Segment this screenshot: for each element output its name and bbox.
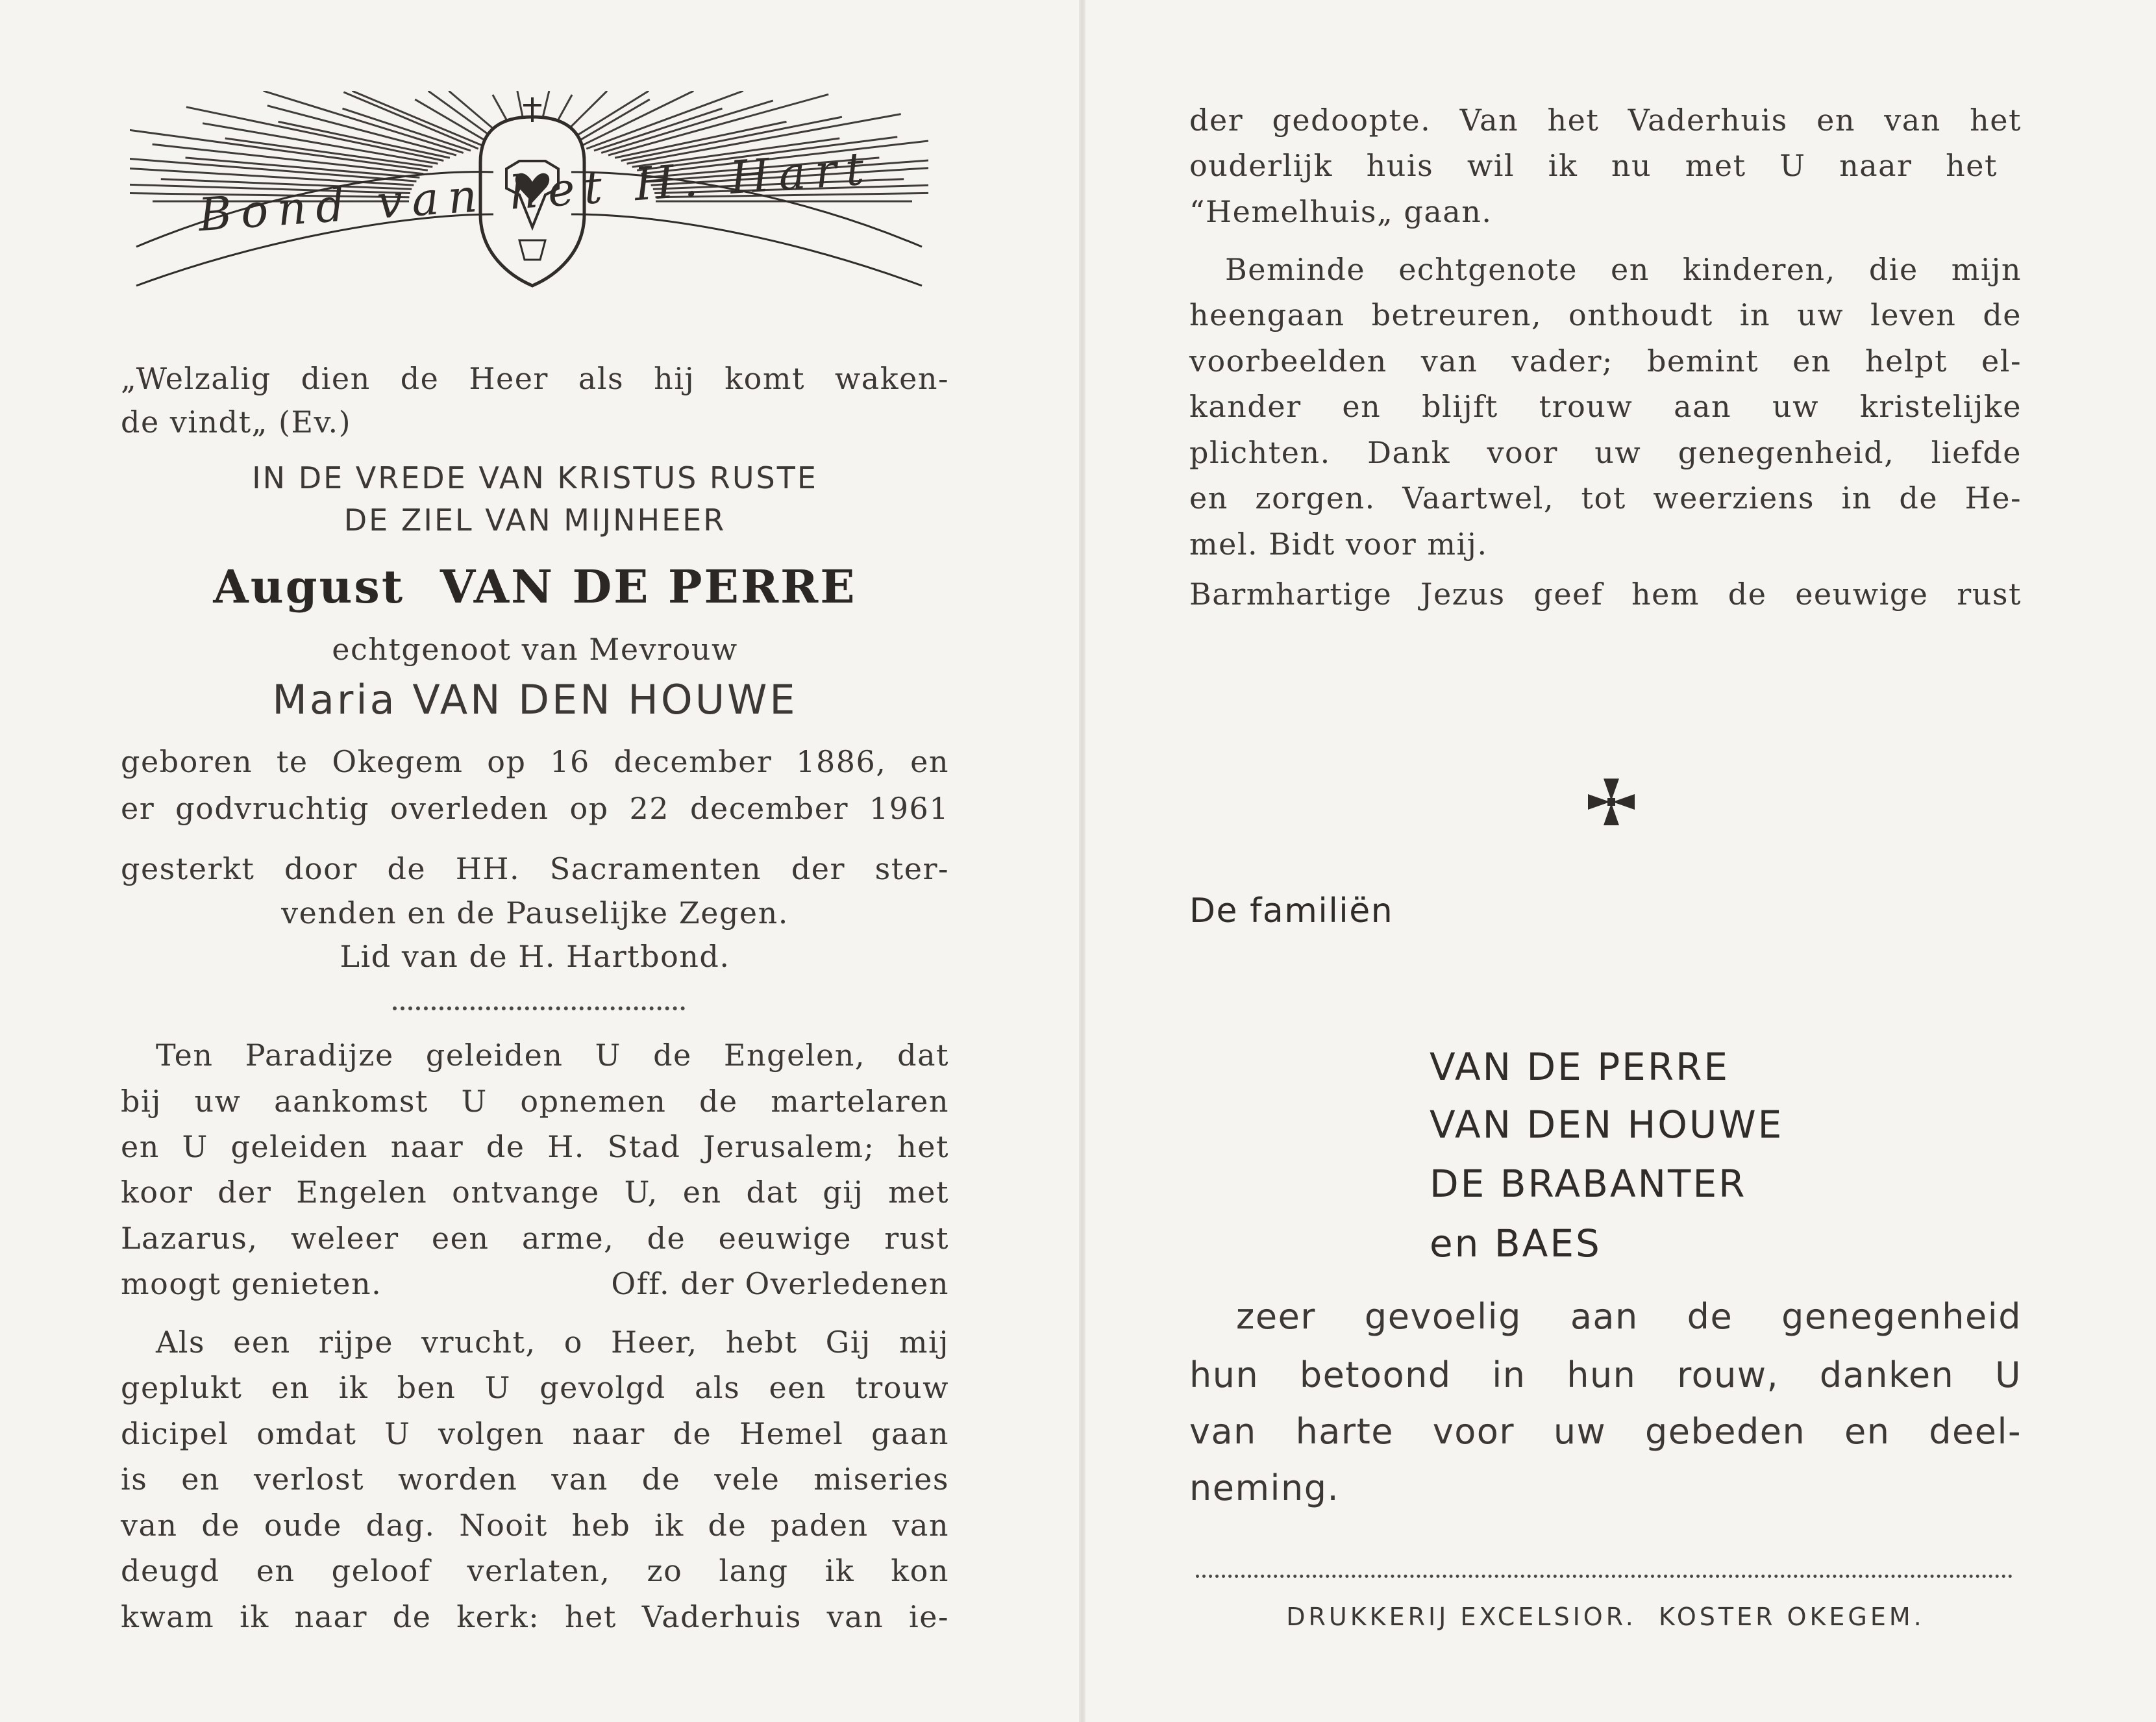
thanks-line-2: hun betoond in hun rouw, danken U bbox=[1189, 1354, 2022, 1395]
life-line-2: er godvruchtig overleden op 22 december 1961 bbox=[121, 791, 949, 826]
prayer2-line-6: deugd en geloof verlaten, zo lang ik kon bbox=[121, 1553, 949, 1588]
life-line-3: gesterkt door de HH. Sacramenten der ster- bbox=[121, 851, 949, 886]
continued-line-3: “Hemelhuis„ gaan. bbox=[1189, 194, 1493, 229]
fold-line bbox=[1079, 0, 1085, 1722]
family-name-2: VAN DEN HOUWE bbox=[1430, 1103, 1784, 1147]
printer-credit: DRUKKERIJ EXCELSIOR. KOSTER OKEGEM. bbox=[1286, 1603, 1925, 1631]
quote-line-1: „Welzalig dien de Heer als hij komt waken- bbox=[121, 361, 949, 396]
continued-line-1: der gedoopte. Van het Vaderhuis en van het bbox=[1189, 103, 2022, 138]
invocation: Barmhartige Jezus geef hem de eeuwige rust bbox=[1189, 577, 2022, 612]
quote-line-2: de vindt„ (Ev.) bbox=[121, 405, 352, 440]
prayer1-line-2: bij uw aankomst U opnemen de martelaren bbox=[121, 1084, 949, 1119]
prayer2-line-7: kwam ik naar de kerk: het Vaderhuis van ie- bbox=[121, 1599, 949, 1634]
divider bbox=[393, 1006, 685, 1010]
farewell-line-6: en zorgen. Vaartwel, tot weerziens in de He- bbox=[1189, 480, 2022, 516]
farewell-line-4: kander en blijft trouw aan uw kristelijke bbox=[1189, 389, 2022, 424]
right-panel bbox=[1085, 0, 2156, 1722]
prayer2-line-2: geplukt en ik ben U gevolgd als een trouw bbox=[121, 1370, 949, 1405]
life-line-4: venden en de Pauselijke Zegen. bbox=[281, 895, 789, 930]
bottom-divider bbox=[1196, 1575, 2013, 1578]
spouse-intro: echtgenoot van Mevrouw bbox=[332, 632, 738, 667]
family-name-4: en BAES bbox=[1430, 1221, 1602, 1266]
farewell-line-5: plichten. Dank voor uw genegenheid, liefde bbox=[1189, 435, 2022, 470]
continued-line-2: ouderlijk huis wil ik nu met U naar het bbox=[1189, 148, 1998, 183]
spouse-name: Maria VAN DEN HOUWE bbox=[272, 676, 798, 723]
prayer1-line-6: moogt genieten. bbox=[121, 1266, 382, 1301]
life-line-1: geboren te Okegem op 16 december 1886, en bbox=[121, 744, 949, 779]
heading-line-1: IN DE VREDE VAN KRISTUS RUSTE bbox=[252, 460, 818, 495]
heading-line-2: DE ZIEL VAN MIJNHEER bbox=[343, 503, 726, 538]
farewell-line-2: heengaan betreuren, onthoudt in uw leven de bbox=[1189, 297, 2022, 332]
family-name-3: DE BRABANTER bbox=[1430, 1162, 1747, 1206]
prayer2-line-3: dicipel omdat U volgen naar de Hemel gaan bbox=[121, 1416, 949, 1451]
maltese-cross-icon bbox=[1585, 776, 1637, 828]
prayer2-line-5: van de oude dag. Nooit heb ik de paden van bbox=[121, 1508, 949, 1543]
prayer1-line-3: en U geleiden naar de H. Stad Jerusalem; het bbox=[121, 1129, 949, 1164]
farewell-line-1: Beminde echtgenote en kinderen, die mijn bbox=[1225, 252, 2022, 287]
prayer2-line-4: is en verlost worden van de vele miseries bbox=[121, 1462, 949, 1497]
thanks-line-4: neming. bbox=[1189, 1467, 1340, 1508]
life-line-5: Lid van de H. Hartbond. bbox=[340, 939, 730, 974]
prayer1-line-5: Lazarus, weleer een arme, de eeuwige rust bbox=[121, 1221, 949, 1256]
prayer1-line-1: Ten Paradijze geleiden U de Engelen, dat bbox=[156, 1038, 949, 1073]
farewell-line-3: voorbeelden van vader; bemint en helpt el- bbox=[1189, 343, 2022, 379]
thanks-line-3: van harte voor uw gebeden en deel- bbox=[1189, 1411, 2022, 1452]
deceased-name: August VAN DE PERRE bbox=[213, 560, 857, 614]
prayer1-source: Off. der Overledenen bbox=[611, 1266, 949, 1301]
prayer2-line-1: Als een rijpe vrucht, o Heer, hebt Gij mij bbox=[156, 1325, 949, 1360]
farewell-line-7: mel. Bidt voor mij. bbox=[1189, 527, 1488, 562]
family-name-1: VAN DE PERRE bbox=[1430, 1045, 1730, 1089]
thanks-line-1: zeer gevoelig aan de genegenheid bbox=[1236, 1296, 2022, 1337]
families-intro: De familiën bbox=[1189, 892, 1394, 930]
emblem-banner-text: Bond van het H. Hart bbox=[196, 141, 875, 242]
prayer1-line-4: koor der Engelen ontvange U, en dat gij met bbox=[121, 1175, 949, 1210]
